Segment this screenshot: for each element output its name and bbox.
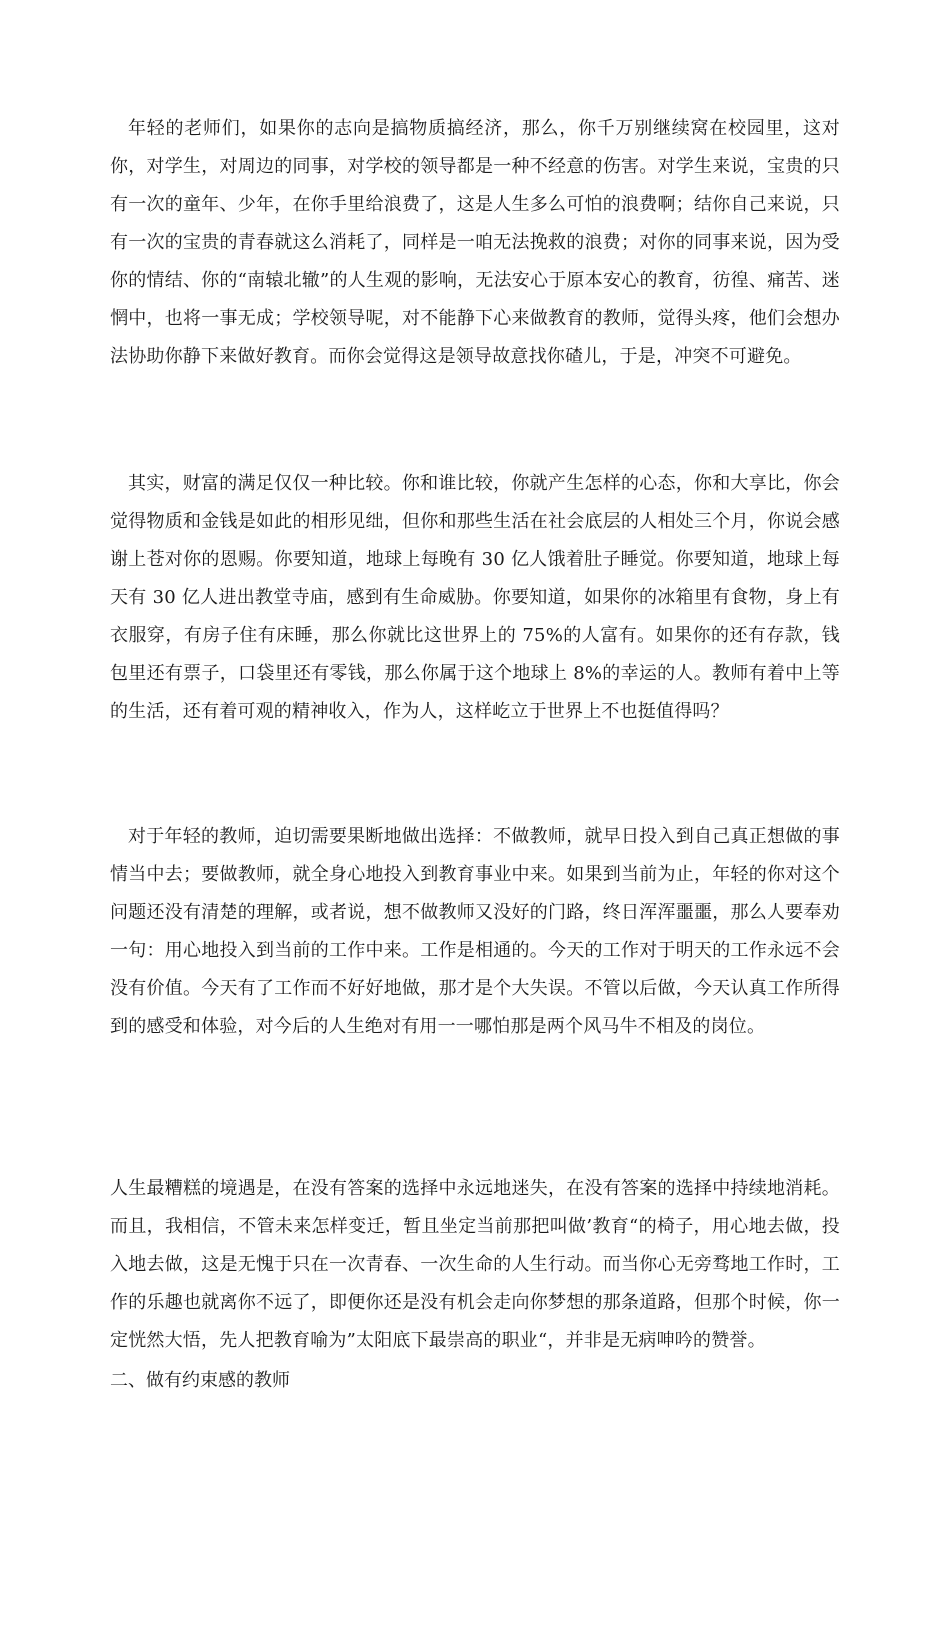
paragraph-wealth-comparison: 其实，财富的满足仅仅一种比较。你和谁比较，你就产生怎样的心态，你和大享比，你会觉得物质和金钱是如此的相形见绌，但你和那些生活在社会底层的人相处三个月，你说会感谢上苍对你的恩赐。你要知道，地球上每晚有 30 亿人饿着肚子睡觉。你要知道，地球上每天有 30 亿人进出教堂寺庙，感到有生命威胁。你要知道，如果你的冰箱里有食物，身上有衣服穿，有房子住有床睡，那么你就比这世界上的 75%的人富有。如果你的还有存款，钱包里还有票子，口袋里还有零钱，那么你属于这个地球上 8%的幸运的人。教师有着中上等的生活，还有着可观的精神收入，作为人，这样屹立于世界上不也挺值得吗？ bbox=[110, 473, 840, 722]
paragraph-young-teachers: 年轻的老师们，如果你的志向是搞物质搞经济，那么，你千万别继续窝在校园里，这对你，对学生，对周边的同事，对学校的领导都是一种不经意的伤害。对学生来说，宝贵的只有一次的童年、少年，在你手里给浪费了，这是人生多么可怕的浪费啊；结你自己来说，只有一次的宝贵的青春就这么消耗了，同样是一咱无法挽救的浪费；对你的同事来说，因为受你的情结、你的“南辕北辙”的人生观的影响，无法安心于原本安心的教育，彷徨、痛苦、迷惘中，也将一事无成；学校领导呢，对不能静下心来做教育的教师，觉得头疼，他们会想办法协助你静下来做好教育。而你会觉得这是领导故意找你碴儿，于是，冲突不可避免。 bbox=[110, 118, 840, 367]
paragraph-worst-situation: 人生最糟糕的境遇是，在没有答案的选择中永远地迷失，在没有答案的选择中持续地消耗。而且，我相信，不管未来怎样变迁，暂且坐定当前那把叫做’教育“的椅子，用心地去做，投入地去做，这是无愧于只在一次青春、一次生命的人生行动。而当你心无旁骛地工作时，工作的乐趣也就离你不远了，即便你还是没有机会走向你梦想的那条道路，但那个时候，你一定恍然大悟，先人把教育喻为”太阳底下最崇高的职业“，并非是无病呻吟的赞誉。 bbox=[110, 1178, 840, 1351]
paragraph-make-a-choice: 对于年轻的教师，迫切需要果断地做出选择：不做教师，就早日投入到自己真正想做的事情当中去；要做教师，就全身心地投入到教育事业中来。如果到当前为止，年轻的你对这个问题还没有清楚的理解，或者说，想不做教师又没好的门路，终日浑浑噩噩，那么人要奉劝一句：用心地投入到当前的工作中来。工作是相通的。今天的工作对于明天的工作永远不会没有价值。今天有了工作而不好好地做，那才是个大失误。不管以后做，今天认真工作所得到的感受和体验，对今后的人生绝对有用一一哪怕那是两个风马牛不相及的岗位。 bbox=[110, 826, 840, 1037]
section-heading: 二、做有约束感的教师 bbox=[110, 1370, 290, 1391]
